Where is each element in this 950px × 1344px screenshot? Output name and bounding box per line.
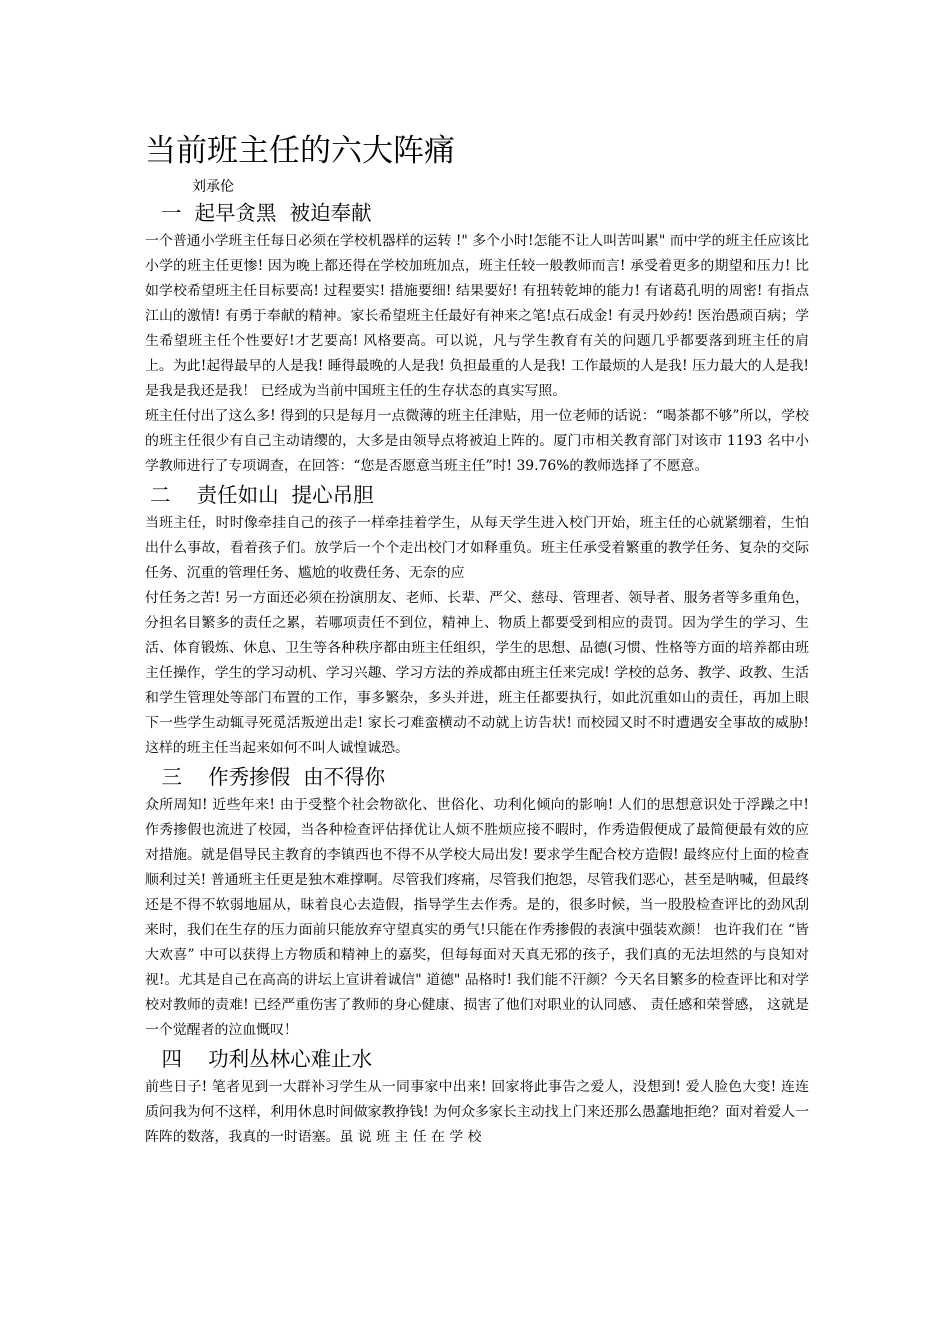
section-3 — [145, 761, 809, 1043]
section-2 — [145, 479, 809, 761]
section-heading: 三 作秀掺假 由不得你 — [155, 765, 386, 789]
page-title: 当前班主任的六大阵痛 — [145, 133, 455, 169]
author-name: 刘承伦 — [192, 179, 234, 195]
paragraph: 一个普通小学班主任每日必须在学校机器样的运转 !" 多个小时!怎能不让人叫苦叫累" 而中学的班主任应该比小学的班主任更惨! 因为晚上都还得在学校加班加点，班主任较一般教师而言! 承受着更多的期望和压力! 比如学校希望班主任目标要高! 过程要实! 措施要细! 结果要好! 有扭转乾坤的能力! 有诸葛孔明的周密! 有指点江山的激情! 有勇于奉献的精神。家长希望班主任最好有神来之笔!点石成金! 有灵丹妙药! 医治愚顽百病；学生希望班主任个性要好!才艺要高! 风格要高。可以说，凡与学生教育有关的问题几乎都要落到班主任的肩上。为此!起得最早的人是我! 睡得最晚的人是我! 负担最重的人是我! 工作最烦的人是我! 压力最大的人是我! 是我是我还是我！ 已经成为当前中国班主任的生存状态的真实写照。 — [145, 233, 809, 399]
paragraph: 当班主任，时时像牵挂自己的孩子一样牵挂着学生，从每天学生进入校门开始，班主任的心就紧绷着，生怕出什么事故，看着孩子们。放学后一个个走出校门才如释重负。班主任承受着繁重的教学任务、复杂的交际任务、沉重的管理任务、尴尬的收费任务、无奈的应 — [145, 515, 809, 581]
section-heading: 四 功利丛林心难止水 — [155, 1047, 373, 1071]
section-heading: 一 起早贪黑 被迫奉献 — [161, 201, 372, 225]
section-4 — [145, 1043, 809, 1150]
section-1 — [145, 197, 809, 479]
paragraph: 付任务之苦! 另一方面还必须在扮演朋友、老师、长辈、严父、慈母、管理者、领导者、服务者等多重角色，分担名目繁多的责任之累，若哪项责任不到位，精神上、物质上都要受到相应的责罚。因为学生的学习、生活、体育锻炼、休息、卫生等各种秩序都由班主任组织，学生的思想、品德(习惯、性格等方面的培养都由班主任操作，学生的学习动机、学习兴趣、学习方法的养成都由班主任来完成! 学校的总务、教学、政教、生活和学生管理处等部门布置的工作，事多繁杂，多头并进，班主任都要执行，如此沉重如山的责任，再加上眼下一些学生动辄寻死觅活叛逆出走! 家长刁难蛮横动不动就上访告状! 而校园又时不时遭遇安全事故的威胁! 这样的班主任当起来如何不叫人诚惶诚恐。 — [145, 590, 809, 756]
paragraph: 前些日子! 笔者见到一大群补习学生从一同事家中出来! 回家将此事告之爱人，没想到! 爱人脸色大变! 连连质问我为何不这样，利用休息时间做家教挣钱! 为何众多家长主动找上门来还那么愚蠢地拒绝？面对着爱人一阵阵的数落，我真的一时语塞。虽 说 班 主 任 在 学 校 — [145, 1079, 809, 1145]
document-body — [145, 126, 809, 1150]
paragraph: 班主任付出了这么多! 得到的只是每月一点微薄的班主任津贴，用一位老师的话说：“喝茶都不够”所以，学校的班主任很少有自己主动请缨的，大多是由领导点将被迫上阵的。厦门市相关教育部门对该市 1193 名中小学教师进行了专项调查，在回答：“您是否愿意当班主任”时! 39.76%的教师选择了不愿意。 — [145, 408, 809, 474]
paragraph: 众所周知! 近些年来! 由于受整个社会物欲化、世俗化、功利化倾向的影响! 人们的思想意识处于浮躁之中! 作秀掺假也流进了校园，当各种检查评估择优让人烦不胜烦应接不暇时，作秀造假便成了最简便最有效的应对措施。就是倡导民主教育的李镇西也不得不从学校大局出发! 要求学生配合校方造假! 最终应付上面的检查顺利过关! 普通班主任更是独木难撑啊。尽管我们疼痛，尽管我们抱怨，尽管我们恶心，甚至是呐喊，但最终还是不得不软弱地屈从，昧着良心去造假，指导学生去作秀。是的，很多时候，当一股股检查评比的劲风刮来时，我们在生存的压力面前只能放弃守望真实的勇气!只能在作秀掺假的表演中强装欢颜！ 也许我们在 “皆大欢喜” 中可以获得上方物质和精神上的嘉奖，但每每面对天真无邪的孩子，我们真的无法坦然的与良知对视!。尤其是自己在高高的讲坛上宣讲着诚信" 道德" 品格时! 我们能不汗颜？今天名目繁多的检查评比和对学校对教师的责难! 已经严重伤害了教师的身心健康、损害了他们对职业的认同感、 责任感和荣誉感， 这就是一个觉醒者的泣血慨叹！ — [145, 797, 809, 1038]
section-heading: 二 责任如山 提心吊胆 — [150, 483, 374, 507]
